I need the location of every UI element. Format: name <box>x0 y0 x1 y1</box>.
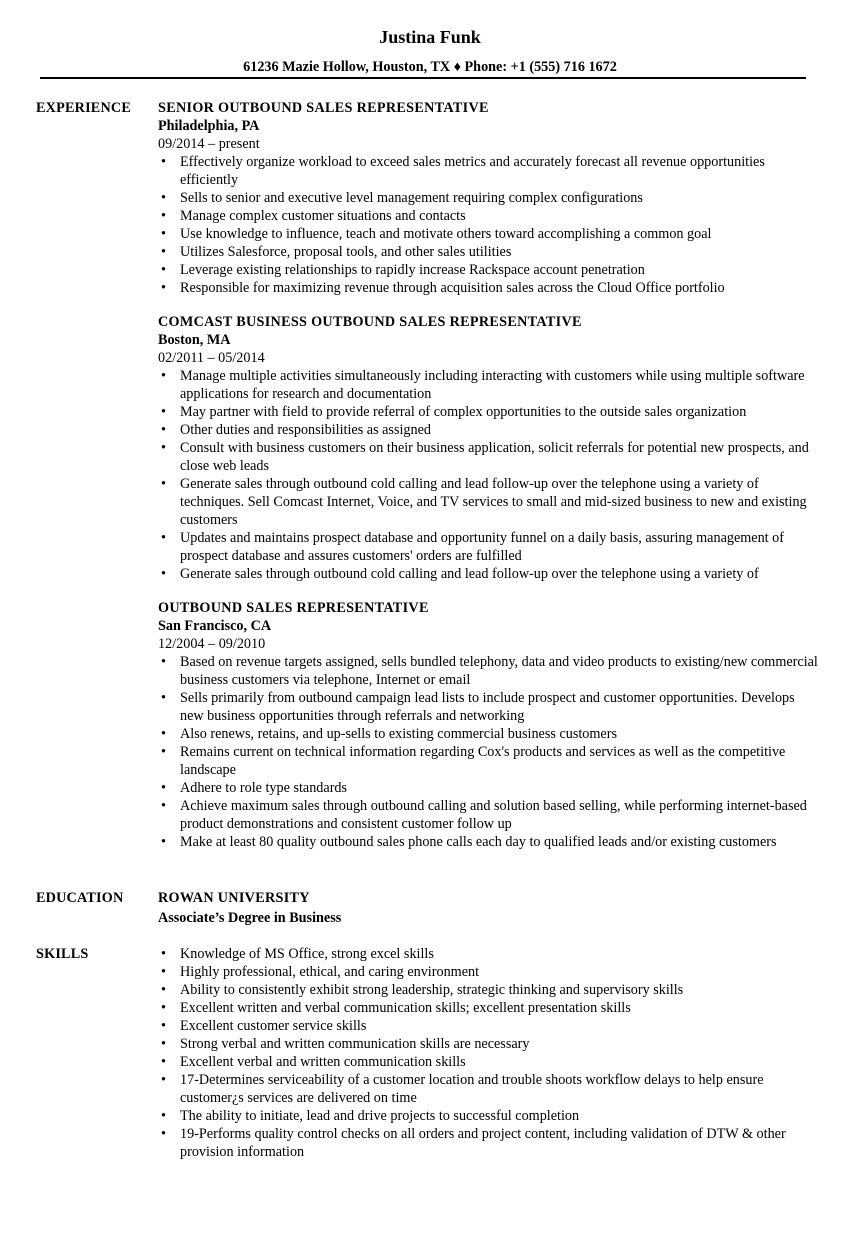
list-item: • Ability to consistently exhibit strong leadership, strategic thinking and supervisory skills <box>158 981 818 999</box>
list-item: • Knowledge of MS Office, strong excel skills <box>158 945 818 963</box>
job-location: Philadelphia, PA <box>158 118 260 134</box>
list-item: • Manage complex customer situations and contacts <box>158 207 818 225</box>
job-bullets <box>158 367 818 583</box>
list-item: • Excellent written and verbal communication skills; excellent presentation skills <box>158 999 818 1017</box>
job-title: OUTBOUND SALES REPRESENTATIVE <box>158 600 429 616</box>
list-item: • Strong verbal and written communication skills are necessary <box>158 1035 818 1053</box>
skills-heading: SKILLS <box>36 946 89 962</box>
job-entry <box>158 599 818 851</box>
list-item: • Adhere to role type standards <box>158 779 818 797</box>
list-item: • Generate sales through outbound cold calling and lead follow-up over the telephone using a variety of <box>158 565 818 583</box>
degree-name: Associate’s Degree in Business <box>158 910 342 926</box>
header-divider <box>40 77 806 79</box>
job-bullets <box>158 153 818 297</box>
experience-heading: EXPERIENCE <box>36 100 132 116</box>
school-name: ROWAN UNIVERSITY <box>158 890 310 906</box>
list-item: • May partner with field to provide referral of complex opportunities to the outside sales organization <box>158 403 818 421</box>
skills-list <box>158 945 818 1161</box>
list-item: • Sells to senior and executive level management requiring complex configurations <box>158 189 818 207</box>
list-item: • Based on revenue targets assigned, sells bundled telephony, data and video products to existing/new commercial business customers via telephone, Internet or email <box>158 653 818 689</box>
list-item: • Responsible for maximizing revenue through acquisition sales across the Cloud Office portfolio <box>158 279 818 297</box>
list-item: • Excellent customer service skills <box>158 1017 818 1035</box>
list-item: • Use knowledge to influence, teach and motivate others toward accomplishing a common goal <box>158 225 818 243</box>
list-item: • Sells primarily from outbound campaign lead lists to include prospect and customer opportunities. Develops new business opportunities through referrals and networking <box>158 689 818 725</box>
job-dates: 09/2014 – present <box>158 136 260 152</box>
experience-body <box>158 99 818 867</box>
job-location: San Francisco, CA <box>158 618 272 634</box>
job-entry <box>158 99 818 297</box>
skills-body <box>158 945 818 1161</box>
list-item: • Highly professional, ethical, and caring environment <box>158 963 818 981</box>
list-item: • Leverage existing relationships to rapidly increase Rackspace account penetration <box>158 261 818 279</box>
list-item: • Achieve maximum sales through outbound calling and solution based selling, while performing internet-based product demonstrations and consistent customer follow up <box>158 797 818 833</box>
contact-line: 61236 Mazie Hollow, Houston, TX ♦ Phone: +1 (555) 716 1672 <box>243 59 617 75</box>
list-item: • Also renews, retains, and up-sells to existing commercial business customers <box>158 725 818 743</box>
list-item: • Updates and maintains prospect database and opportunity funnel on a daily basis, assuring management of prospect database and assures customers' orders are fulfilled <box>158 529 818 565</box>
list-item: • Remains current on technical information regarding Cox's products and services as well as the competitive landscape <box>158 743 818 779</box>
job-location: Boston, MA <box>158 332 231 348</box>
list-item: • Consult with business customers on their business application, solicit referrals for potential new prospects, and close web leads <box>158 439 818 475</box>
list-item: • Generate sales through outbound cold calling and lead follow-up over the telephone using a variety of techniques. Sell Comcast Internet, Voice, and TV services to small and mid-sized business to new and existing customers <box>158 475 818 529</box>
list-item: • Excellent verbal and written communication skills <box>158 1053 818 1071</box>
job-title: SENIOR OUTBOUND SALES REPRESENTATIVE <box>158 100 489 116</box>
education-body <box>158 889 818 927</box>
list-item: • Make at least 80 quality outbound sales phone calls each day to qualified leads and/or existing customers <box>158 833 818 851</box>
list-item: • Effectively organize workload to exceed sales metrics and accurately forecast all revenue opportunities efficiently <box>158 153 818 189</box>
list-item: • Utilizes Salesforce, proposal tools, and other sales utilities <box>158 243 818 261</box>
list-item: • Manage multiple activities simultaneously including interacting with customers while using multiple software applications for research and documentation <box>158 367 818 403</box>
list-item: • 19-Performs quality control checks on all orders and project content, including validation of DTW & other provision information <box>158 1125 818 1161</box>
education-heading: EDUCATION <box>36 890 124 906</box>
job-dates: 12/2004 – 09/2010 <box>158 636 266 652</box>
candidate-name: Justina Funk <box>379 27 481 47</box>
list-item: • Other duties and responsibilities as assigned <box>158 421 818 439</box>
job-entry <box>158 313 818 583</box>
job-bullets <box>158 653 818 851</box>
list-item: • The ability to initiate, lead and drive projects to successful completion <box>158 1107 818 1125</box>
list-item: • 17-Determines serviceability of a customer location and trouble shoots workflow delays to help ensure customer¿s services are delivered on time <box>158 1071 818 1107</box>
job-dates: 02/2011 – 05/2014 <box>158 350 265 366</box>
job-title: COMCAST BUSINESS OUTBOUND SALES REPRESENTATIVE <box>158 314 582 330</box>
